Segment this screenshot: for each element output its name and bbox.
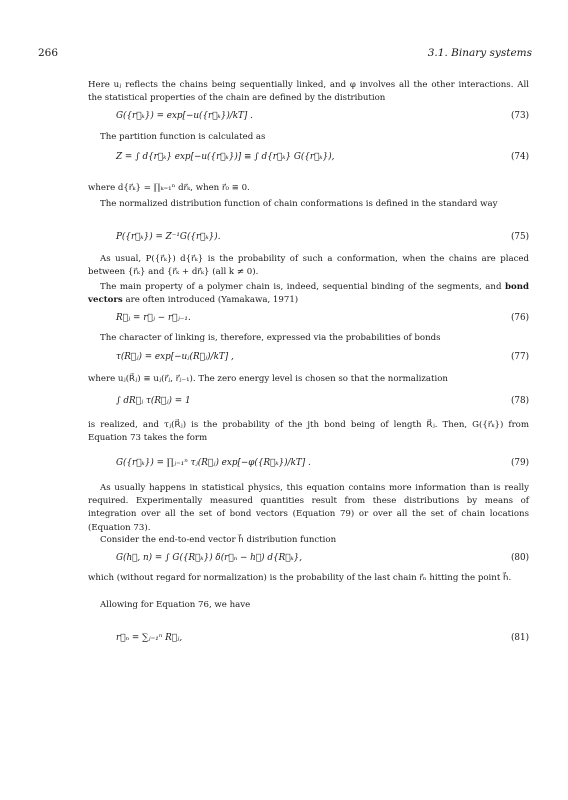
equation-76: R⃗ⱼ = r⃗ⱼ − r⃗ⱼ₋₁.	[116, 313, 191, 323]
equation-73: G({r⃗ₖ}) = exp[−u({r⃗ₖ})/kT] .	[116, 111, 253, 121]
bold-term: bond vectors	[88, 282, 529, 306]
running-section-title: 3.1. Binary systems	[427, 47, 532, 59]
equation-79: G({r⃗ₖ}) = ∏ⱼ₌₁ⁿ τⱼ(R⃗ⱼ) exp[−φ({R⃗ₖ})/kT] .	[116, 458, 311, 468]
equation-number: (76)	[510, 313, 529, 323]
equation-80: G(h⃗, n) = ∫ G({R⃗ₖ}) δ(r⃗ₙ − h⃗) d{R⃗ₖ},	[116, 553, 303, 563]
paragraph: Here uⱼ reflects the chains being sequentially linked, and φ involves all the other interactions. All the statistical properties of the chain are defined by the distribution	[88, 80, 529, 104]
paragraph-text: The main property of a polymer chain is, indeed, sequential binding of the segments, and	[100, 282, 505, 292]
equation-number: (73)	[510, 111, 529, 121]
equation-number: (79)	[510, 458, 529, 468]
equation-74: Z = ∫ d{r⃗ₖ} exp[−u({r⃗ₖ})] ≡ ∫ d{r⃗ₖ} G({r⃗ₖ}),	[116, 152, 335, 162]
paragraph: Consider the end-to-end vector h⃗ distribution function	[100, 535, 337, 545]
paragraph: Allowing for Equation 76, we have	[100, 600, 251, 610]
paragraph: is realized, and τⱼ(R⃗ⱼ) is the probability of the jth bond being of length R⃗ⱼ. Then, G({r⃗ₖ}) from Equation 73 takes the form	[88, 420, 529, 444]
paragraph-text: are often introduced (Yamakawa, 1971)	[122, 295, 299, 306]
equation-78: ∫ dR⃗ⱼ τ(R⃗ⱼ) = 1	[116, 396, 191, 406]
equation-number: (80)	[510, 553, 529, 563]
paragraph: As usual, P({r⃗ₖ}) d{r⃗ₖ} is the probability of such a conformation, when the chains are placed between {r⃗ₖ} and {r⃗ₖ + dr⃗ₖ} (all k ≠ 0).	[88, 254, 529, 278]
page-number: 266	[38, 47, 59, 59]
equation-number: (75)	[510, 232, 529, 242]
equation-number: (78)	[510, 396, 529, 406]
equation-75: P({r⃗ₖ}) = Z⁻¹G({r⃗ₖ}).	[116, 232, 221, 242]
paragraph	[88, 281, 529, 307]
paragraph: As usually happens in statistical physics, this equation contains more information than is really required. Experimentally measured quantities result from these distributions by means of integration over all the set of bond vectors (Equation 79) or over all the set of chain locations (Equation 73).	[88, 483, 529, 533]
equation-number: (81)	[510, 633, 529, 643]
equation-number: (74)	[510, 152, 529, 162]
equation-number: (77)	[510, 352, 529, 362]
paragraph: The partition function is calculated as	[100, 132, 266, 142]
paragraph: The character of linking is, therefore, expressed via the probabilities of bonds	[100, 333, 441, 343]
equation-81: r⃗ₙ = ∑ⱼ₌₁ⁿ R⃗ⱼ,	[116, 633, 183, 643]
paragraph: where d{r⃗ₖ} = ∏ₖ₌₁ⁿ dr⃗ₖ, when r⃗₀ ≡ 0.	[88, 183, 250, 193]
paragraph: which (without regard for normalization) is the probability of the last chain r⃗ₙ hitting the point h⃗.	[88, 573, 512, 583]
paragraph: where uⱼ(R⃗ⱼ) ≡ uⱼ(r⃗ⱼ, r⃗ⱼ₋₁). The zero energy level is chosen so that the normalization	[88, 374, 448, 384]
equation-77: τ(R⃗ⱼ) = exp[−uⱼ(R⃗ⱼ)/kT] ,	[116, 352, 234, 362]
paragraph: The normalized distribution function of chain conformations is defined in the standard way	[100, 199, 498, 209]
